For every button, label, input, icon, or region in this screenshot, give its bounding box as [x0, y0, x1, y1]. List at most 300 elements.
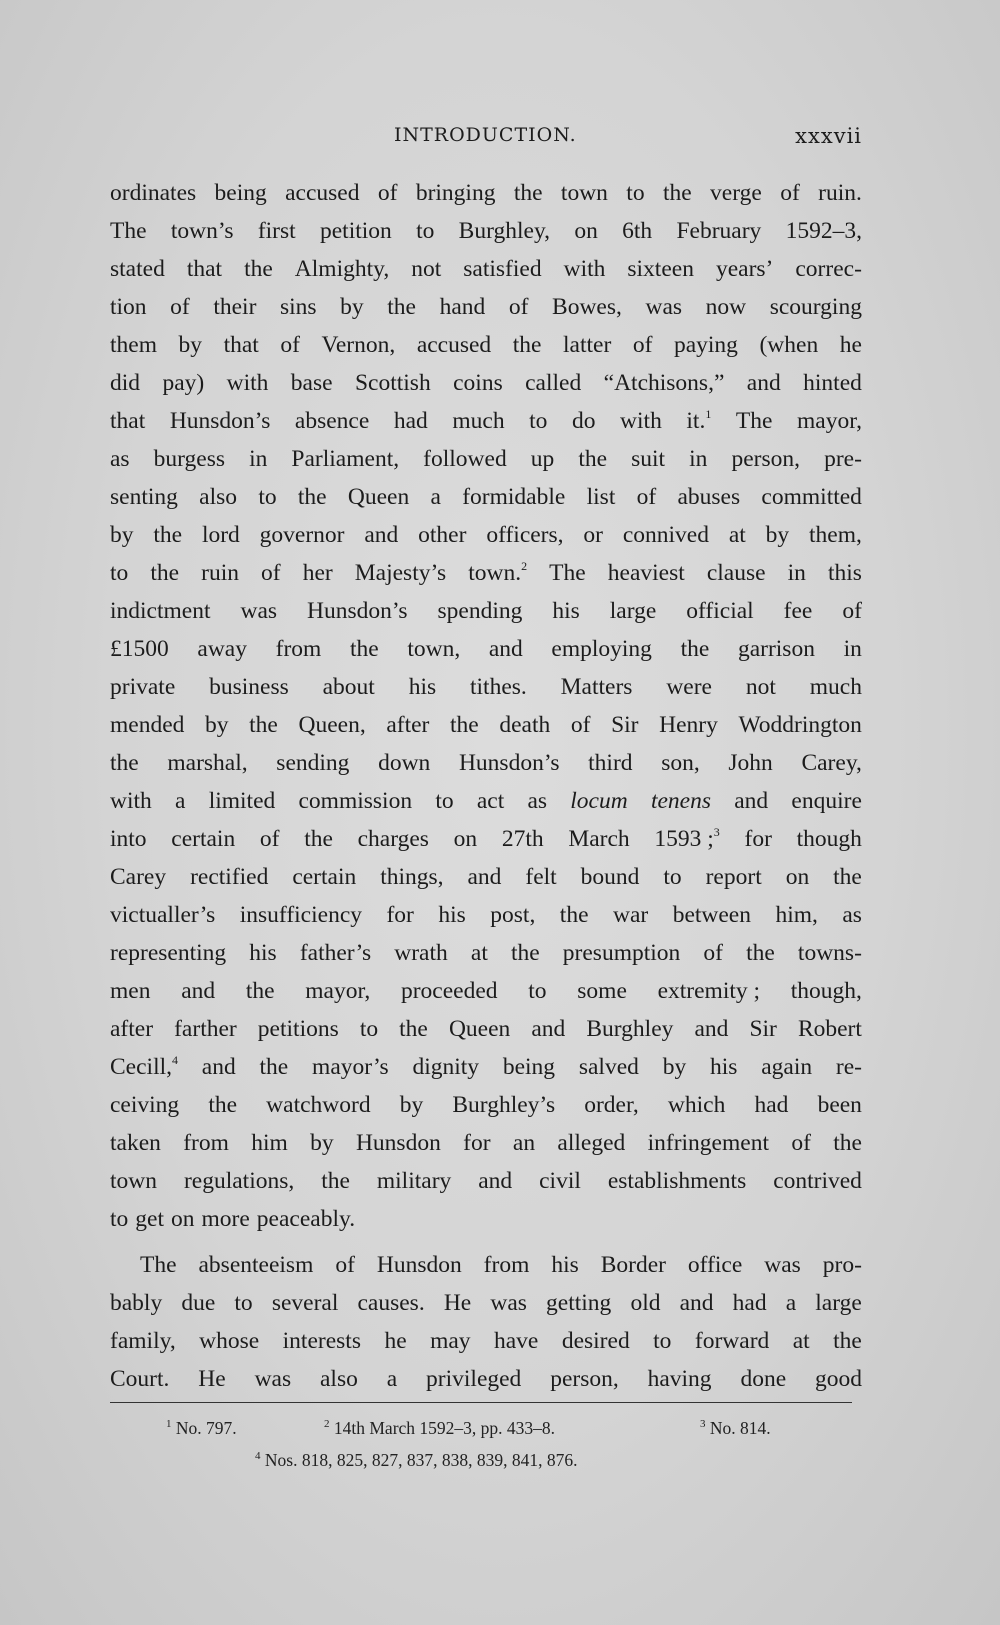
text-word: had — [393, 408, 428, 434]
text-word: salved — [578, 1054, 639, 1080]
text-word: had — [732, 1290, 767, 1316]
text-word: the — [559, 902, 589, 928]
text-word: Matters — [560, 674, 633, 700]
text-word: ceiving — [110, 1092, 180, 1118]
text-line — [110, 1124, 862, 1162]
text-word: this — [827, 560, 862, 586]
text-line — [110, 782, 862, 820]
text-word: with — [620, 408, 662, 434]
footnote-ref: 1 — [705, 407, 712, 421]
text-word: report — [705, 864, 762, 890]
text-word: his — [709, 1054, 738, 1080]
text-word: being — [214, 180, 267, 206]
footnote-ref: 4 — [172, 1053, 178, 1067]
text-word: Cecill,$^4$ — [110, 1053, 178, 1080]
text-word: from — [483, 1252, 530, 1278]
text-word: with — [563, 256, 606, 282]
text-word: certain — [292, 864, 357, 890]
text-word: bably — [110, 1290, 163, 1316]
text-word: large — [609, 598, 657, 624]
text-word: his — [249, 940, 277, 966]
text-word: been — [817, 1092, 862, 1118]
text-word: base — [290, 370, 333, 396]
text-word: Sir — [611, 712, 639, 738]
text-word: suit — [631, 446, 666, 472]
text-word: and — [201, 1054, 236, 1080]
text-word: wrath — [394, 940, 448, 966]
text-word: that — [110, 408, 146, 434]
text-word: to — [258, 484, 277, 510]
text-word: Hunsdon’s — [307, 598, 408, 624]
text-word: The — [549, 560, 586, 586]
text-word: war — [612, 902, 649, 928]
text-word: the — [249, 712, 278, 738]
text-word: his — [408, 674, 437, 700]
text-word: was — [240, 598, 278, 624]
text-word: absenteeism — [198, 1252, 314, 1278]
text-word: infringement — [647, 1130, 769, 1156]
text-word: to — [359, 1016, 379, 1042]
text-word: town — [560, 180, 608, 206]
text-word: them — [110, 332, 157, 358]
text-word: get — [135, 1206, 164, 1232]
text-word: also — [319, 1366, 358, 1392]
text-word: He — [198, 1366, 226, 1392]
text-word: death — [499, 712, 551, 738]
text-word: accused — [285, 180, 360, 206]
text-word: the — [680, 636, 710, 662]
text-word: desired — [561, 1328, 630, 1354]
text-line — [110, 896, 862, 934]
text-word: employing — [551, 636, 652, 662]
text-word: in — [787, 560, 806, 586]
text-line — [110, 212, 862, 250]
text-word: locum — [570, 788, 628, 814]
text-word: son, — [661, 750, 700, 776]
text-word: Parliament, — [291, 446, 400, 472]
text-word: several — [271, 1290, 339, 1316]
text-word: The — [140, 1252, 177, 1278]
text-word: verge — [710, 180, 762, 206]
text-word: in — [689, 446, 708, 472]
text-word: having — [647, 1366, 712, 1392]
text-word: now — [705, 294, 747, 320]
text-line — [110, 516, 862, 554]
text-word: a — [430, 484, 441, 510]
text-word: as — [527, 788, 548, 814]
text-word: him, — [775, 902, 818, 928]
text-word: presumption — [562, 940, 681, 966]
text-line — [110, 592, 862, 630]
text-word: by — [765, 522, 790, 548]
text-word: fee — [783, 598, 813, 624]
text-word: by — [310, 1130, 334, 1156]
text-word: extremity ; — [657, 978, 761, 1004]
text-word: Burghley’s — [452, 1092, 556, 1118]
text-word: £1500 — [110, 636, 169, 662]
text-word: tithes. — [470, 674, 527, 700]
text-word: tenens — [650, 788, 711, 814]
text-word: at — [470, 940, 488, 966]
text-word: Queen, — [298, 712, 366, 738]
text-word: years’ — [715, 256, 774, 282]
text-word: list — [586, 484, 616, 510]
text-word: of — [703, 940, 723, 966]
text-word: causes. — [357, 1290, 425, 1316]
text-word: being — [502, 1054, 556, 1080]
text-line — [110, 858, 862, 896]
text-word: Hunsdon — [355, 1130, 441, 1156]
text-word: office — [687, 1252, 743, 1278]
text-word: third — [588, 750, 633, 776]
text-word: and — [679, 1290, 714, 1316]
text-word: first — [257, 218, 296, 244]
text-word: may — [430, 1328, 471, 1354]
text-word: connived — [622, 522, 709, 548]
text-word: his — [552, 598, 580, 624]
text-word: things, — [380, 864, 444, 890]
text-word: ruin. — [818, 180, 862, 206]
text-word: their — [213, 294, 257, 320]
text-line — [110, 1246, 862, 1284]
text-word: to — [110, 1206, 129, 1232]
text-word: mayor, — [797, 408, 862, 434]
text-word: the — [746, 940, 775, 966]
text-line — [110, 1010, 862, 1048]
text-word: Court. — [110, 1366, 170, 1392]
text-word: enquire — [791, 788, 862, 814]
text-word: Woddrington — [738, 712, 862, 738]
text-word: other — [418, 522, 467, 548]
text-word: and — [181, 978, 216, 1004]
text-word: town — [110, 1168, 157, 1194]
text-word: for — [744, 826, 772, 852]
text-word: the — [578, 446, 608, 472]
text-word: the — [662, 180, 692, 206]
text-word: a — [785, 1290, 797, 1316]
text-word: Carey — [110, 864, 167, 890]
text-word: and — [531, 1016, 566, 1042]
text-word: of — [842, 598, 862, 624]
text-word: official — [686, 598, 754, 624]
text-line — [110, 364, 862, 402]
text-word: felt — [525, 864, 557, 890]
text-word: satisfied — [463, 256, 542, 282]
text-word: senting — [110, 484, 178, 510]
text-word: though, — [790, 978, 862, 1004]
text-word: 6th — [622, 218, 653, 244]
text-word: the — [259, 1054, 289, 1080]
text-word: and — [694, 1016, 729, 1042]
text-word: spending — [437, 598, 523, 624]
text-word: Almighty, — [294, 256, 390, 282]
footnote-row — [110, 1412, 862, 1444]
text-word: them, — [809, 522, 862, 548]
text-word: good — [815, 1366, 862, 1392]
text-word: a — [175, 788, 186, 814]
text-word: paying — [673, 332, 738, 358]
text-word: or — [583, 522, 603, 548]
text-word: sins — [280, 294, 317, 320]
text-word: civil — [539, 1168, 581, 1194]
text-word: was — [645, 294, 683, 320]
text-word: the — [208, 1092, 238, 1118]
text-word: petition — [319, 218, 392, 244]
text-word: was — [764, 1252, 801, 1278]
text-word: by — [662, 1054, 687, 1080]
text-line — [110, 1200, 862, 1238]
text-line — [110, 630, 862, 668]
text-word: was — [490, 1290, 527, 1316]
text-word: and — [467, 864, 502, 890]
text-word: though — [796, 826, 862, 852]
text-word: certain — [171, 826, 236, 852]
text-word: The — [735, 408, 773, 434]
text-word: the — [833, 864, 862, 890]
text-word: scourging — [769, 294, 862, 320]
text-word: privileged — [426, 1366, 522, 1392]
text-word: to — [626, 180, 645, 206]
text-word: lord — [201, 522, 240, 548]
text-word: the — [150, 560, 180, 586]
text-word: for — [463, 1130, 491, 1156]
text-word: an — [512, 1130, 536, 1156]
text-word: taken — [110, 1130, 161, 1156]
text-word: Robert — [797, 1016, 862, 1042]
text-word: Hunsdon — [376, 1252, 462, 1278]
text-word: of — [259, 826, 280, 852]
text-word: person, — [550, 1366, 619, 1392]
text-line — [110, 744, 862, 782]
text-word: after — [110, 1016, 154, 1042]
text-word: with — [226, 370, 269, 396]
text-word: by — [205, 712, 229, 738]
text-word: about — [322, 674, 375, 700]
text-word: charges — [357, 826, 429, 852]
text-word: sixteen — [627, 256, 694, 282]
text-word: were — [666, 674, 712, 700]
text-line — [110, 1322, 862, 1360]
text-word: the — [304, 826, 333, 852]
text-word: farther — [174, 1016, 237, 1042]
text-word: of — [570, 712, 591, 738]
text-line — [110, 1284, 862, 1322]
text-word: officers, — [486, 522, 564, 548]
running-title: INTRODUCTION. — [394, 124, 577, 146]
text-word: The — [110, 218, 147, 244]
text-word: garrison — [737, 636, 815, 662]
text-word: the — [833, 1130, 862, 1156]
text-word: towns- — [797, 940, 862, 966]
text-word: his — [551, 1252, 579, 1278]
footnote-rule — [110, 1402, 852, 1403]
text-word: dignity — [412, 1054, 480, 1080]
text-word: bringing — [415, 180, 496, 206]
text-word: he — [839, 332, 862, 358]
text-word: the — [245, 978, 275, 1004]
text-word: bound — [580, 864, 640, 890]
text-word: not — [745, 674, 776, 700]
text-word: accused — [416, 332, 492, 358]
text-word: followed — [423, 446, 507, 472]
text-word: done — [740, 1366, 787, 1392]
text-word: Scottish — [354, 370, 431, 396]
text-word: as — [110, 446, 130, 472]
text-word: him — [251, 1130, 288, 1156]
text-word: again — [761, 1054, 813, 1080]
text-word: mended — [110, 712, 185, 738]
text-word: the — [110, 750, 139, 776]
footnote-row — [110, 1444, 862, 1476]
text-word: mayor, — [305, 978, 371, 1004]
text-word: Majesty’s — [354, 560, 447, 586]
text-word: the — [833, 1328, 862, 1354]
text-word: forward — [694, 1328, 770, 1354]
text-word: father’s — [299, 940, 372, 966]
text-line — [110, 402, 862, 440]
text-word: of — [170, 294, 190, 320]
text-word: tion — [110, 294, 147, 320]
text-word: February — [676, 218, 762, 244]
text-word: Henry — [659, 712, 718, 738]
text-word: watchword — [266, 1092, 371, 1118]
text-word: (when — [759, 332, 819, 358]
text-word: on — [785, 864, 810, 890]
text-word: by — [399, 1092, 424, 1118]
text-word: person, — [731, 446, 801, 472]
text-line — [110, 972, 862, 1010]
text-word: into — [110, 826, 147, 852]
text-word: indictment — [110, 598, 211, 624]
text-word: “Atchisons,” — [603, 370, 725, 396]
text-word: to — [663, 864, 682, 890]
text-word: 27th — [501, 826, 544, 852]
text-word: marshal, — [167, 750, 248, 776]
text-word: do — [571, 408, 596, 434]
text-word: burgess — [153, 446, 226, 472]
text-word: on — [171, 1206, 195, 1232]
text-word: by — [340, 294, 364, 320]
body-text — [110, 174, 862, 1398]
text-word: hinted — [803, 370, 862, 396]
footnote — [255, 1444, 577, 1476]
text-word: and — [734, 788, 769, 814]
text-line — [110, 1162, 862, 1200]
text-word: his — [438, 902, 466, 928]
text-word: Border — [600, 1252, 666, 1278]
text-line — [110, 668, 862, 706]
text-word: of — [261, 560, 281, 586]
text-word: away — [197, 636, 247, 662]
text-word: hand — [439, 294, 486, 320]
text-word: her — [302, 560, 333, 586]
text-word: also — [199, 484, 238, 510]
footnote-text: 14th March 1592–3, pp. 433–8. — [333, 1418, 556, 1438]
text-word: committed — [761, 484, 862, 510]
text-line — [110, 174, 862, 212]
text-word: to — [234, 1290, 253, 1316]
text-word: Hunsdon’s — [458, 750, 560, 776]
text-line — [110, 1086, 862, 1124]
text-word: a — [386, 1366, 398, 1392]
text-word: old — [630, 1290, 661, 1316]
text-word: John — [728, 750, 773, 776]
text-word: proceeded — [400, 978, 498, 1004]
text-word: the — [510, 940, 540, 966]
text-word: and — [364, 522, 399, 548]
footnote-text: No. 797. — [175, 1418, 237, 1438]
footnote-text: No. 814. — [709, 1418, 771, 1438]
text-word: town.$^2$ — [468, 559, 528, 586]
text-word: 1593 ;$^3$ — [654, 825, 720, 852]
text-word: the — [349, 636, 379, 662]
text-word: of — [280, 332, 300, 358]
text-word: insufficiency — [239, 902, 363, 928]
text-word: for — [386, 902, 414, 928]
text-word: at — [792, 1328, 810, 1354]
text-word: family, — [110, 1328, 176, 1354]
text-line — [110, 440, 862, 478]
text-word: the — [244, 256, 273, 282]
text-word: in — [249, 446, 268, 472]
text-word: had — [754, 1092, 789, 1118]
text-word: that — [186, 256, 223, 282]
text-word: commission — [298, 788, 413, 814]
text-word: alleged — [557, 1130, 626, 1156]
text-word: and — [478, 1168, 513, 1194]
text-word: the — [321, 1168, 350, 1194]
text-word: heaviest — [607, 560, 685, 586]
text-word: the — [399, 1016, 428, 1042]
text-word: not — [411, 256, 442, 282]
text-word: Carey, — [801, 750, 862, 776]
text-word: to — [110, 560, 129, 586]
text-word: to — [528, 978, 547, 1004]
text-word: of — [377, 180, 398, 206]
text-word: ordinates — [110, 180, 197, 206]
text-word: from — [183, 1130, 229, 1156]
footnote-marker: 2 — [324, 1418, 330, 1430]
text-word: from — [275, 636, 322, 662]
text-word: pay) — [162, 370, 205, 396]
text-word: abuses — [677, 484, 741, 510]
text-word: formidable — [462, 484, 566, 510]
text-word: of — [780, 180, 800, 206]
text-word: pro- — [822, 1252, 862, 1278]
text-word: Sir — [749, 1016, 777, 1042]
text-line — [110, 288, 862, 326]
text-word: town’s — [170, 218, 234, 244]
text-word: representing — [110, 940, 227, 966]
text-word: have — [494, 1328, 539, 1354]
text-word: up — [530, 446, 555, 472]
text-word: petitions — [257, 1016, 339, 1042]
text-line — [110, 478, 862, 516]
text-word: stated — [110, 256, 165, 282]
text-word: post, — [490, 902, 536, 928]
text-word: to — [529, 408, 548, 434]
footnote-marker: 3 — [700, 1418, 706, 1430]
text-word: establishments — [607, 1168, 747, 1194]
text-word: Vernon, — [321, 332, 396, 358]
text-line — [110, 554, 862, 592]
text-word: limited — [208, 788, 276, 814]
footnote — [324, 1412, 555, 1444]
text-word: Queen — [347, 484, 410, 510]
text-word: the — [153, 522, 183, 548]
text-word: victualler’s — [110, 902, 216, 928]
text-word: pre- — [824, 446, 862, 472]
